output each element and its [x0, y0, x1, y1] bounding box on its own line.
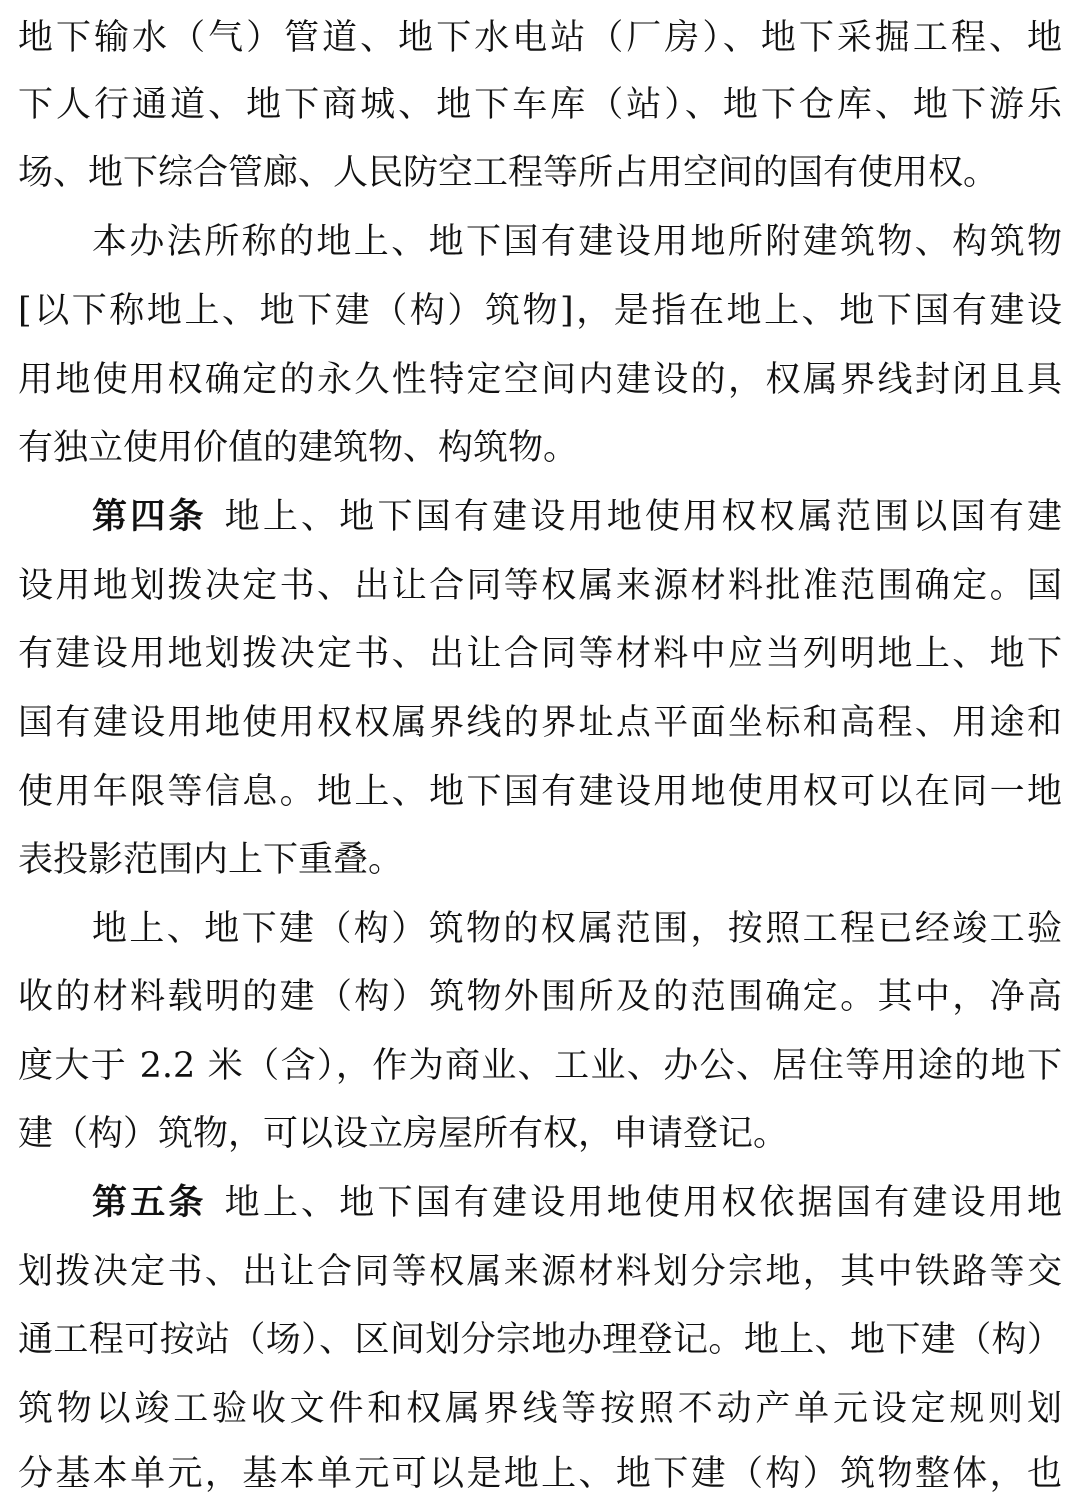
paragraph-first-line: 地上、地下建（构）筑物的权属范围，按照工程已经竣工验: [92, 909, 1062, 949]
text-line: 建（构）筑物，可以设立房屋所有权，申请登记。: [18, 1114, 789, 1154]
text-line: 有独立使用价值的建筑物、构筑物。: [18, 428, 579, 468]
text-line: 国有建设用地使用权权属界线的界址点平面坐标和高程、用途和: [18, 703, 1062, 743]
text-line: 下人行通道、地下商城、地下车库（站）、地下仓库、地下游乐: [18, 85, 1062, 125]
text-line: 有建设用地划拨决定书、出让合同等材料中应当列明地上、地下: [18, 634, 1062, 674]
text-line: 划拨决定书、出让合同等权属来源材料划分宗地，其中铁路等交: [18, 1252, 1062, 1292]
article-5-text: 地上、地下国有建设用地使用权依据国有建设用地: [224, 1183, 1062, 1223]
text-line: 分基本单元，基本单元可以是地上、地下建（构）筑物整体，也: [18, 1454, 1062, 1494]
text-line: 设用地划拨决定书、出让合同等权属来源材料批准范围确定。国: [18, 566, 1062, 606]
article-4-first-line: [92, 487, 1062, 547]
text-line: 地下输水（气）管道、地下水电站（厂房）、地下采掘工程、地: [18, 18, 1062, 58]
text-line: 收的材料载明的建（构）筑物外围所及的范围确定。其中，净高: [18, 977, 1062, 1017]
article-5-first-line: [92, 1173, 1062, 1233]
article-5-label: 第五条: [92, 1183, 207, 1223]
text-line: 表投影范围内上下重叠。: [18, 840, 404, 880]
text-line: 筑物以竣工验收文件和权属界线等按照不动产单元设定规则划: [18, 1389, 1062, 1429]
paragraph-first-line: 本办法所称的地上、地下国有建设用地所附建筑物、构筑物: [92, 222, 1062, 262]
text-line: 使用年限等信息。地上、地下国有建设用地使用权可以在同一地: [18, 772, 1062, 812]
text-line: 场、地下综合管廊、人民防空工程等所占用空间的国有使用权。: [18, 153, 999, 193]
article-4-text: 地上、地下国有建设用地使用权权属范围以国有建: [224, 497, 1062, 537]
text-line: 通工程可按站（场）、区间划分宗地办理登记。地上、地下建（构）: [18, 1320, 1062, 1360]
text-line: [以下称地上、地下建（构）筑物]，是指在地上、地下国有建设: [18, 291, 1062, 331]
text-line: 度大于 2.2 米（含），作为商业、工业、办公、居住等用途的地下: [18, 1046, 1062, 1086]
text-line: 用地使用权确定的永久性特定空间内建设的，权属界线封闭且具: [18, 360, 1062, 400]
article-4-label: 第四条: [92, 497, 207, 537]
